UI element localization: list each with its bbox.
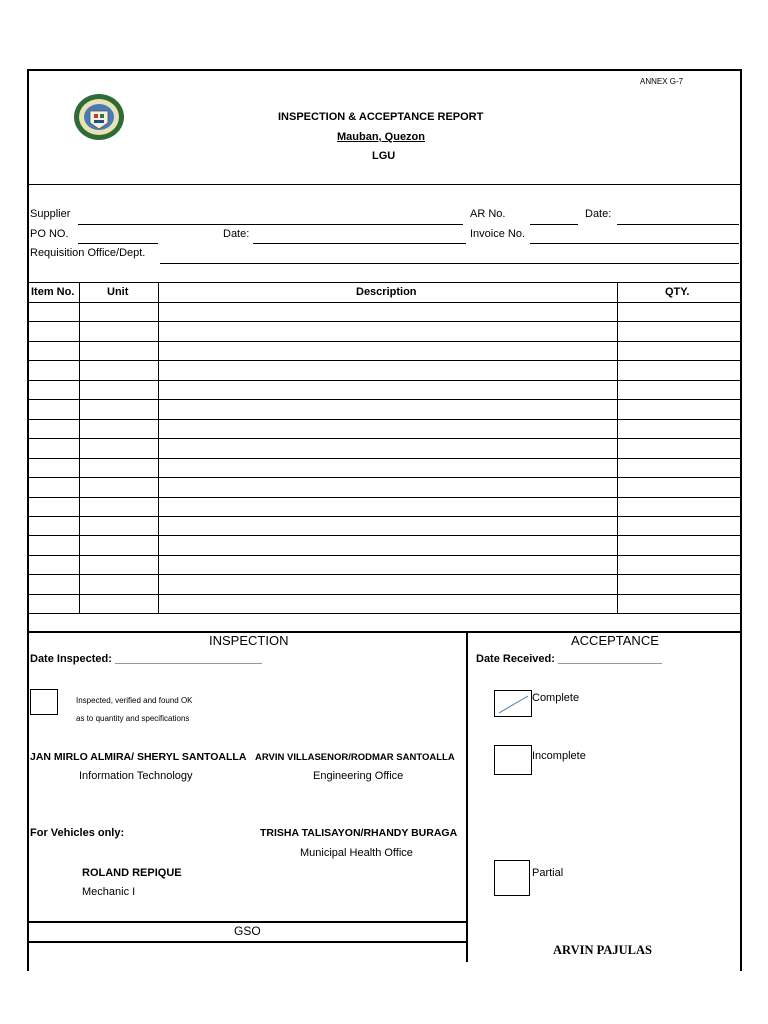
partial-label: Partial xyxy=(532,867,564,879)
ar-date-label: Date: xyxy=(585,208,612,220)
complete-checkbox[interactable] xyxy=(494,690,532,717)
table-row-line xyxy=(28,302,740,303)
supplier-label: Supplier xyxy=(30,208,71,220)
po-date-label: Date: xyxy=(223,228,250,240)
col-header-description: Description xyxy=(356,286,417,298)
table-row-line xyxy=(28,497,740,498)
po-no-label: PO NO. xyxy=(30,228,69,240)
requisition-label: Requisition Office/Dept. xyxy=(30,247,146,259)
table-row-line xyxy=(28,438,740,439)
inspected-ok-checkbox[interactable] xyxy=(30,689,58,715)
complete-label: Complete xyxy=(532,692,580,704)
signatory-engineering-name: ARVIN VILLASENOR/RODMAR SANTOALLA xyxy=(255,752,455,763)
signatory-it-office: Information Technology xyxy=(79,770,193,782)
municipality: Mauban, Quezon xyxy=(337,131,425,143)
inspection-heading: INSPECTION xyxy=(209,633,289,648)
table-row-line xyxy=(28,594,740,595)
col-header-qty: QTY. xyxy=(665,286,690,298)
table-row-line xyxy=(28,321,740,322)
form-title: INSPECTION & ACCEPTANCE REPORT xyxy=(278,111,484,123)
gso-label: GSO xyxy=(234,924,261,938)
table-row-line xyxy=(28,341,740,342)
table-row-line xyxy=(28,360,740,361)
col-divider-3 xyxy=(617,282,618,613)
signatory-health-office: Municipal Health Office xyxy=(300,847,413,859)
table-top-border xyxy=(28,282,740,283)
mechanic-title: Mechanic I xyxy=(82,886,136,898)
date-received: Date Received: _________________ xyxy=(476,653,662,665)
table-row-line xyxy=(28,477,740,478)
table-row-line xyxy=(28,613,740,614)
col-header-item-no: Item No. xyxy=(31,286,75,298)
inspected-ok-line1: Inspected, verified and found OK xyxy=(76,696,193,705)
partial-checkbox[interactable] xyxy=(494,860,530,896)
section-divider xyxy=(466,632,468,962)
col-header-unit: Unit xyxy=(107,286,129,298)
col-divider-1 xyxy=(79,282,80,613)
lgu-label: LGU xyxy=(372,150,396,162)
table-row-line xyxy=(28,399,740,400)
table-row-line xyxy=(28,419,740,420)
table-row-line xyxy=(28,555,740,556)
table-row-line xyxy=(28,574,740,575)
ar-no-label: AR No. xyxy=(470,208,506,220)
mechanic-name: ROLAND REPIQUE xyxy=(82,867,182,879)
incomplete-label: Incomplete xyxy=(532,750,586,762)
signatory-engineering-office: Engineering Office xyxy=(313,770,404,782)
table-row-line xyxy=(28,535,740,536)
acceptance-signatory: ARVIN PAJULAS xyxy=(553,943,652,957)
signatory-health-name: TRISHA TALISAYON/RHANDY BURAGA xyxy=(260,827,458,839)
vehicles-label: For Vehicles only: xyxy=(30,827,125,839)
acceptance-heading: ACCEPTANCE xyxy=(571,633,659,648)
incomplete-checkbox[interactable] xyxy=(494,745,532,775)
table-row-line xyxy=(28,458,740,459)
table-row-line xyxy=(28,380,740,381)
signatory-it-name: JAN MIRLO ALMIRA/ SHERYL SANTOALLA xyxy=(30,751,247,763)
col-divider-2 xyxy=(158,282,159,613)
inspected-ok-line2: as to quantity and specifications xyxy=(76,714,190,723)
invoice-no-label: Invoice No. xyxy=(470,228,526,240)
date-inspected: Date Inspected: ________________________ xyxy=(30,653,262,665)
table-row-line xyxy=(28,516,740,517)
annex-label: ANNEX G-7 xyxy=(640,77,684,86)
